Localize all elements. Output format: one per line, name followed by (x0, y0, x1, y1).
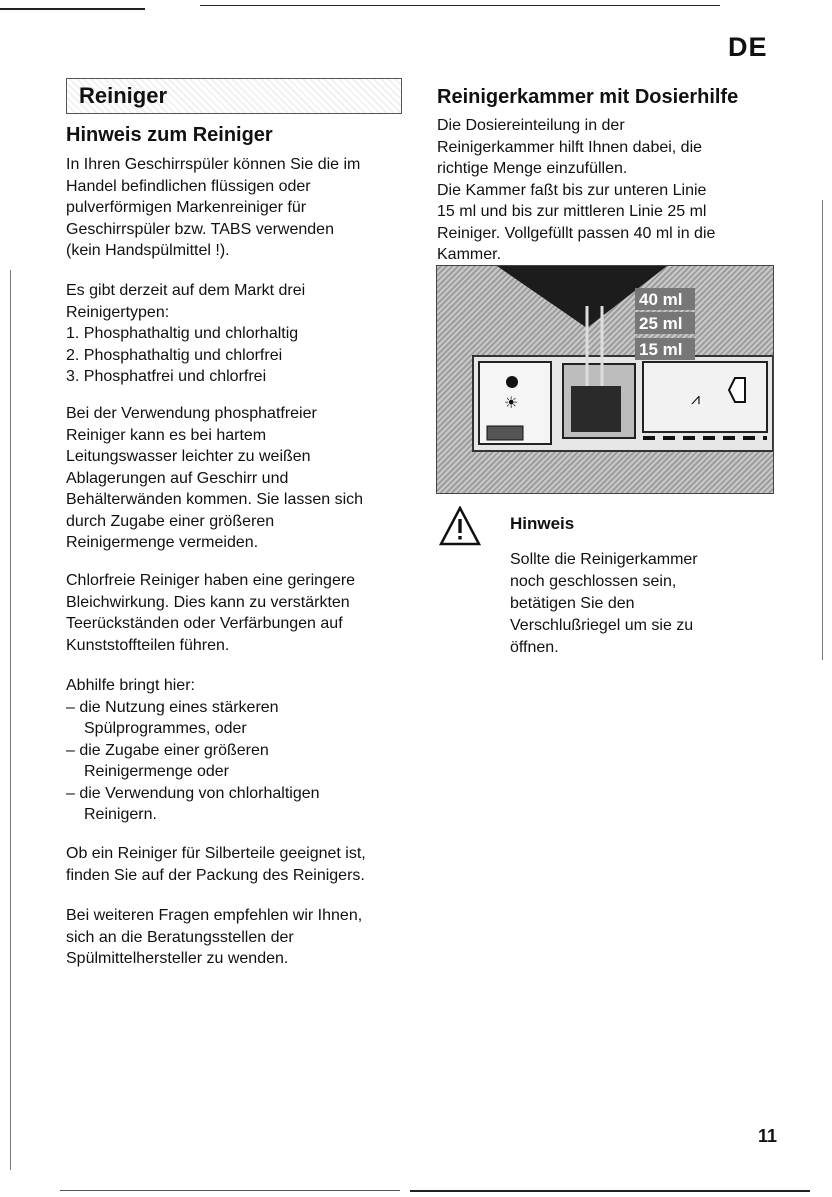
scan-edge-top (0, 8, 145, 10)
list-item: 1. Phosphathaltig und chlorhaltig (66, 325, 299, 342)
measure-label-text: 40 ml (639, 290, 683, 309)
list-item: – die Zugabe einer größeren (66, 741, 269, 759)
list-item: – die Verwendung von chlorhaltigen (66, 784, 320, 802)
right-heading: Reinigerkammer mit Dosierhilfe (437, 86, 739, 108)
left-paragraph-2 (66, 280, 416, 388)
text-line: Kammer. (437, 246, 502, 263)
text-line: Abhilfe bringt hier: (66, 677, 195, 694)
note-body (510, 549, 770, 659)
text-line: (kein Handspülmittel !). (66, 242, 230, 259)
text-line: Bei der Verwendung phosphatfreier (66, 405, 317, 422)
note-title: Hinweis (510, 514, 575, 533)
cap-latch (487, 426, 523, 440)
indicator-dot-icon (506, 376, 518, 388)
text-line: Spülmittelhersteller zu wenden. (66, 950, 289, 967)
text-line: Kunststoffteilen führen. (66, 636, 230, 654)
text-line: Reinigertypen: (66, 303, 170, 321)
text-line: Ob ein Reiniger für Silberteile geeignet ist, (66, 845, 366, 862)
right-paragraph-1 (437, 115, 777, 266)
scan-edge-right (822, 200, 823, 660)
text-line: Es gibt derzeit auf dem Markt drei (66, 282, 306, 299)
text-line: Reiniger. Vollgefüllt passen 40 ml in die (437, 224, 716, 242)
left-paragraph-6 (66, 843, 416, 886)
text-line: Leitungswasser leichter zu weißen (66, 448, 311, 465)
text-line: Verschlußriegel um sie zu (510, 617, 694, 634)
scan-edge-left (10, 270, 11, 1170)
left-paragraph-4 (66, 570, 416, 656)
list-item: 3. Phosphatfrei und chlorfrei (66, 368, 267, 385)
text-line: pulverförmigen Markenreiniger für (66, 199, 307, 216)
measure-label-15 (635, 338, 695, 360)
text-line: Sollte die Reinigerkammer (510, 551, 698, 568)
text-line: Die Dosiereinteilung in der (437, 117, 625, 134)
sun-icon: ☀ (504, 393, 519, 412)
chamber-lid (643, 362, 767, 432)
text-line: In Ihren Geschirrspüler können Sie die im (66, 156, 361, 173)
text-line: betätigen Sie den (510, 595, 635, 612)
text-line: Die Kammer faßt bis zur unteren Linie (437, 181, 707, 199)
left-paragraph-7 (66, 905, 416, 970)
warning-triangle-icon (439, 506, 481, 546)
measure-label-25 (635, 312, 695, 334)
text-line: noch geschlossen sein, (510, 573, 677, 590)
list-item: – die Nutzung eines stärkeren (66, 698, 279, 716)
left-paragraph-1 (66, 154, 416, 262)
text-line: Bei weiteren Fragen empfehlen wir Ihnen, (66, 907, 363, 924)
spray-icon: ⩘ (691, 389, 701, 408)
left-paragraph-3 (66, 403, 416, 554)
measure-label-text: 25 ml (639, 314, 683, 333)
text-line: Ablagerungen auf Geschirr und (66, 469, 289, 487)
text-line: sich an die Beratungsstellen der (66, 928, 294, 946)
text-line: finden Sie auf der Packung des Reinigers. (66, 866, 365, 884)
section-title: Reiniger (79, 83, 168, 108)
text-line: Reinigerkammer hilft Ihnen dabei, die (437, 138, 703, 156)
section-title-box (66, 78, 402, 114)
list-item-continuation: Spülprogrammes, oder (84, 720, 247, 737)
left-paragraph-5 (66, 675, 416, 826)
text-line: Reiniger kann es bei hartem (66, 426, 267, 444)
text-line: Reinigermenge vermeiden. (66, 534, 259, 551)
dispenser-photo (436, 265, 774, 494)
measure-label-40 (635, 288, 695, 310)
text-line: Chlorfreie Reiniger haben eine geringere (66, 572, 356, 589)
text-line: Handel befindlichen flüssigen oder (66, 177, 311, 195)
list-item: 2. Phosphathaltig und chlorfrei (66, 346, 283, 364)
text-line: richtige Menge einzufüllen. (437, 160, 628, 177)
detergent-chamber-interior (571, 386, 621, 432)
left-heading: Hinweis zum Reiniger (66, 124, 273, 146)
text-line: 15 ml und bis zur mittleren Linie 25 ml (437, 203, 707, 220)
scan-edge-top (200, 5, 720, 6)
list-item-continuation: Reinigermenge oder (84, 763, 229, 780)
text-line: Teerückständen oder Verfärbungen auf (66, 615, 343, 632)
scan-edge-bottom (60, 1190, 400, 1191)
text-line: öffnen. (510, 639, 559, 656)
text-line: durch Zugabe einer größeren (66, 512, 275, 530)
measure-label-text: 15 ml (639, 340, 683, 359)
dispenser-illustration (437, 266, 773, 493)
page-number: 11 (758, 1126, 778, 1146)
list-item-continuation: Reinigern. (84, 806, 157, 823)
language-code: DE (728, 32, 768, 62)
text-line: Behälterwänden kommen. Sie lassen sich (66, 491, 364, 508)
text-line: Geschirrspüler bzw. TABS verwenden (66, 220, 334, 238)
scan-edge-bottom (410, 1190, 810, 1192)
text-line: Bleichwirkung. Dies kann zu verstärkten (66, 593, 350, 611)
